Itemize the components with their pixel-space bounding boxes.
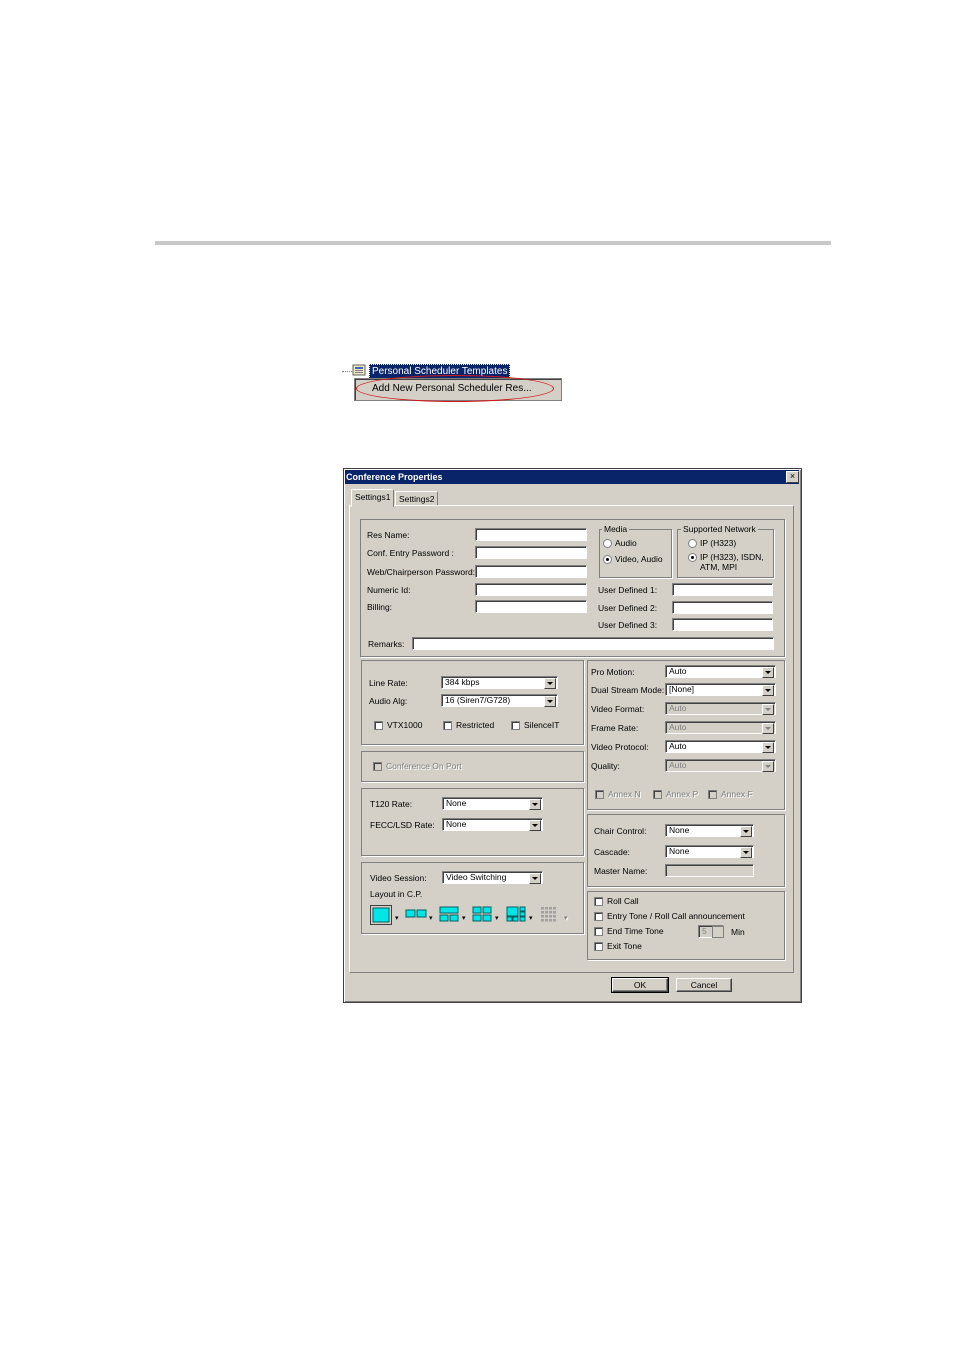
tab-settings2[interactable]: Settings2 (395, 491, 438, 506)
numeric-id-label: Numeric Id: (367, 585, 411, 595)
annex-f-checkbox[interactable] (708, 790, 717, 799)
fecc-rate-value: None (446, 819, 467, 829)
web-chairperson-password-label: Web/Chairperson Password: (367, 567, 476, 577)
supported-network-legend: Supported Network (683, 524, 756, 534)
close-icon: × (789, 471, 796, 481)
dual-stream-dropdown-icon[interactable] (762, 685, 774, 696)
annex-p-label: Annex P (666, 789, 699, 799)
dual-stream-label: Dual Stream Mode: (591, 685, 665, 695)
conf-entry-password-input[interactable] (475, 546, 587, 559)
remarks-label: Remarks: (368, 639, 405, 649)
video-session-select[interactable] (442, 871, 543, 884)
quality-select[interactable] (665, 759, 776, 772)
res-name-input[interactable] (475, 528, 587, 541)
video-session-value: Video Switching (446, 872, 507, 882)
layout-1x1-dropdown-icon[interactable]: ▾ (395, 915, 399, 922)
user-defined-3-input[interactable] (672, 618, 773, 631)
entry-tone-checkbox[interactable] (594, 912, 603, 921)
billing-label: Billing: (367, 602, 393, 612)
video-session-dropdown-icon[interactable] (529, 873, 541, 884)
dual-stream-value: [None] (669, 684, 695, 694)
audio-alg-value: 16 (Siren7/G728) (445, 695, 511, 705)
network-isdn-label-line2: ATM, MPI (700, 562, 738, 572)
layout-1x1-icon[interactable] (370, 905, 392, 925)
fecc-rate-label: FECC/LSD Rate: (370, 820, 435, 830)
end-time-spin-icon[interactable] (712, 926, 724, 938)
quality-label: Quality: (591, 761, 620, 771)
silenceit-label: SilenceIT (524, 720, 560, 730)
end-time-tone-label: End Time Tone (607, 926, 664, 936)
media-audio-radio[interactable] (603, 539, 612, 548)
conference-on-port-label: Conference On Port (386, 761, 462, 771)
audio-alg-select[interactable] (441, 694, 558, 707)
template-folder-icon (352, 364, 366, 376)
pro-motion-value: Auto (669, 666, 687, 676)
frame-rate-dropdown-icon[interactable] (762, 723, 774, 734)
user-defined-1-label: User Defined 1: (598, 585, 658, 595)
t120-rate-label: T120 Rate: (370, 799, 413, 809)
quality-dropdown-icon[interactable] (762, 761, 774, 772)
cancel-button[interactable]: Cancel (676, 978, 732, 992)
conference-on-port-checkbox[interactable] (373, 762, 382, 771)
exit-tone-label: Exit Tone (607, 941, 642, 951)
video-format-select[interactable] (665, 702, 776, 715)
exit-tone-checkbox[interactable] (594, 942, 603, 951)
tree-connector (342, 371, 352, 372)
tab-settings1[interactable]: Settings1 (351, 489, 394, 507)
quality-value: Auto (669, 760, 687, 770)
remarks-input[interactable] (412, 637, 774, 650)
context-menu-item-add-new[interactable]: Add New Personal Scheduler Res... (372, 383, 532, 394)
tree-node-personal-scheduler-templates[interactable]: Personal Scheduler Templates (369, 364, 510, 379)
layout-4x4-icon[interactable] (540, 906, 558, 922)
cascade-dropdown-icon[interactable] (740, 847, 752, 858)
media-audio-label: Audio (615, 538, 637, 548)
video-format-value: Auto (669, 703, 687, 713)
user-defined-2-input[interactable] (672, 601, 773, 614)
video-session-label: Video Session: (370, 873, 427, 883)
roll-call-label: Roll Call (607, 896, 639, 906)
fecc-rate-dropdown-icon[interactable] (529, 820, 541, 831)
video-format-label: Video Format: (591, 704, 645, 714)
restricted-checkbox[interactable] (443, 721, 452, 730)
media-video-audio-label: Video, Audio (615, 554, 663, 564)
t120-rate-dropdown-icon[interactable] (529, 799, 541, 810)
network-ip-label: IP (H323) (700, 538, 737, 548)
master-name-label: Master Name: (594, 866, 648, 876)
line-rate-value: 384 kbps (445, 677, 480, 687)
chair-control-label: Chair Control: (594, 826, 647, 836)
pro-motion-select[interactable] (665, 665, 776, 678)
conf-entry-password-label: Conf. Entry Password : (367, 548, 454, 558)
ok-button[interactable]: OK (612, 978, 668, 992)
dialog-title: Conference Properties (346, 472, 443, 482)
min-label: Min (731, 927, 745, 937)
media-video-audio-radio[interactable] (603, 555, 612, 564)
t120-rate-select[interactable] (442, 797, 543, 810)
fecc-rate-select[interactable] (442, 818, 543, 831)
layout-1-plus-5-dropdown-icon[interactable]: ▾ (529, 915, 533, 922)
cascade-select[interactable] (665, 845, 754, 858)
dual-stream-select[interactable] (665, 683, 776, 696)
end-time-minutes-value: 5 (702, 926, 707, 936)
page-header-rule (155, 241, 831, 245)
cascade-label: Cascade: (594, 847, 630, 857)
vtx1000-checkbox[interactable] (374, 721, 383, 730)
entry-tone-label: Entry Tone / Roll Call announcement (607, 911, 745, 921)
t120-rate-value: None (446, 798, 467, 808)
user-defined-1-input[interactable] (672, 583, 773, 596)
roll-call-checkbox[interactable] (594, 897, 603, 906)
layout-1x2-dropdown-icon[interactable]: ▾ (429, 915, 433, 922)
vtx1000-label: VTX1000 (387, 720, 423, 730)
audio-alg-label: Audio Alg: (369, 696, 408, 706)
media-legend: Media (604, 524, 628, 534)
network-isdn-radio[interactable] (688, 553, 697, 562)
audio-alg-dropdown-icon[interactable] (544, 696, 556, 707)
user-defined-3-label: User Defined 3: (598, 620, 658, 630)
video-protocol-value: Auto (669, 741, 687, 751)
chair-control-dropdown-icon[interactable] (740, 826, 752, 837)
layout-1-plus-5-icon[interactable] (506, 906, 526, 922)
chair-control-value: None (669, 825, 690, 835)
layout-2x2-dropdown-icon[interactable]: ▾ (495, 915, 499, 922)
layout-in-cp-label: Layout in C.P. (370, 889, 423, 899)
restricted-label: Restricted (456, 720, 495, 730)
layout-1x2-icon[interactable] (405, 907, 427, 921)
user-defined-2-label: User Defined 2: (598, 603, 658, 613)
pro-motion-label: Pro Motion: (591, 667, 635, 677)
annex-n-label: Annex N (608, 789, 641, 799)
res-name-label: Res Name: (367, 530, 410, 540)
layout-2x2-icon[interactable] (472, 906, 492, 922)
frame-rate-value: Auto (669, 722, 687, 732)
cascade-value: None (669, 846, 690, 856)
numeric-id-input[interactable] (475, 583, 587, 596)
line-rate-dropdown-icon[interactable] (544, 678, 556, 689)
billing-input[interactable] (475, 600, 587, 613)
video-format-dropdown-icon[interactable] (762, 704, 774, 715)
line-rate-select[interactable] (441, 676, 558, 689)
master-name-input[interactable] (665, 864, 754, 877)
layout-4x4-dropdown-icon[interactable]: ▾ (564, 915, 568, 922)
layout-2x1-dropdown-icon[interactable]: ▾ (462, 915, 466, 922)
web-chairperson-password-input[interactable] (475, 565, 587, 578)
network-isdn-label-line1: IP (H323), ISDN, (700, 552, 764, 562)
close-button[interactable] (786, 471, 799, 483)
frame-rate-label: Frame Rate: (591, 723, 639, 733)
video-protocol-select[interactable] (665, 740, 776, 753)
chair-control-select[interactable] (665, 824, 754, 837)
pro-motion-dropdown-icon[interactable] (762, 667, 774, 678)
annex-p-checkbox[interactable] (653, 790, 662, 799)
frame-rate-select[interactable] (665, 721, 776, 734)
video-protocol-dropdown-icon[interactable] (762, 742, 774, 753)
video-protocol-label: Video Protocol: (591, 742, 649, 752)
line-rate-label: Line Rate: (369, 678, 408, 688)
annex-n-checkbox[interactable] (595, 790, 604, 799)
network-ip-radio[interactable] (688, 539, 697, 548)
highlight-ellipse (356, 375, 554, 402)
silenceit-checkbox[interactable] (511, 721, 520, 730)
end-time-tone-checkbox[interactable] (594, 927, 603, 936)
layout-2x1-icon[interactable] (439, 906, 459, 922)
annex-f-label: Annex F (721, 789, 753, 799)
